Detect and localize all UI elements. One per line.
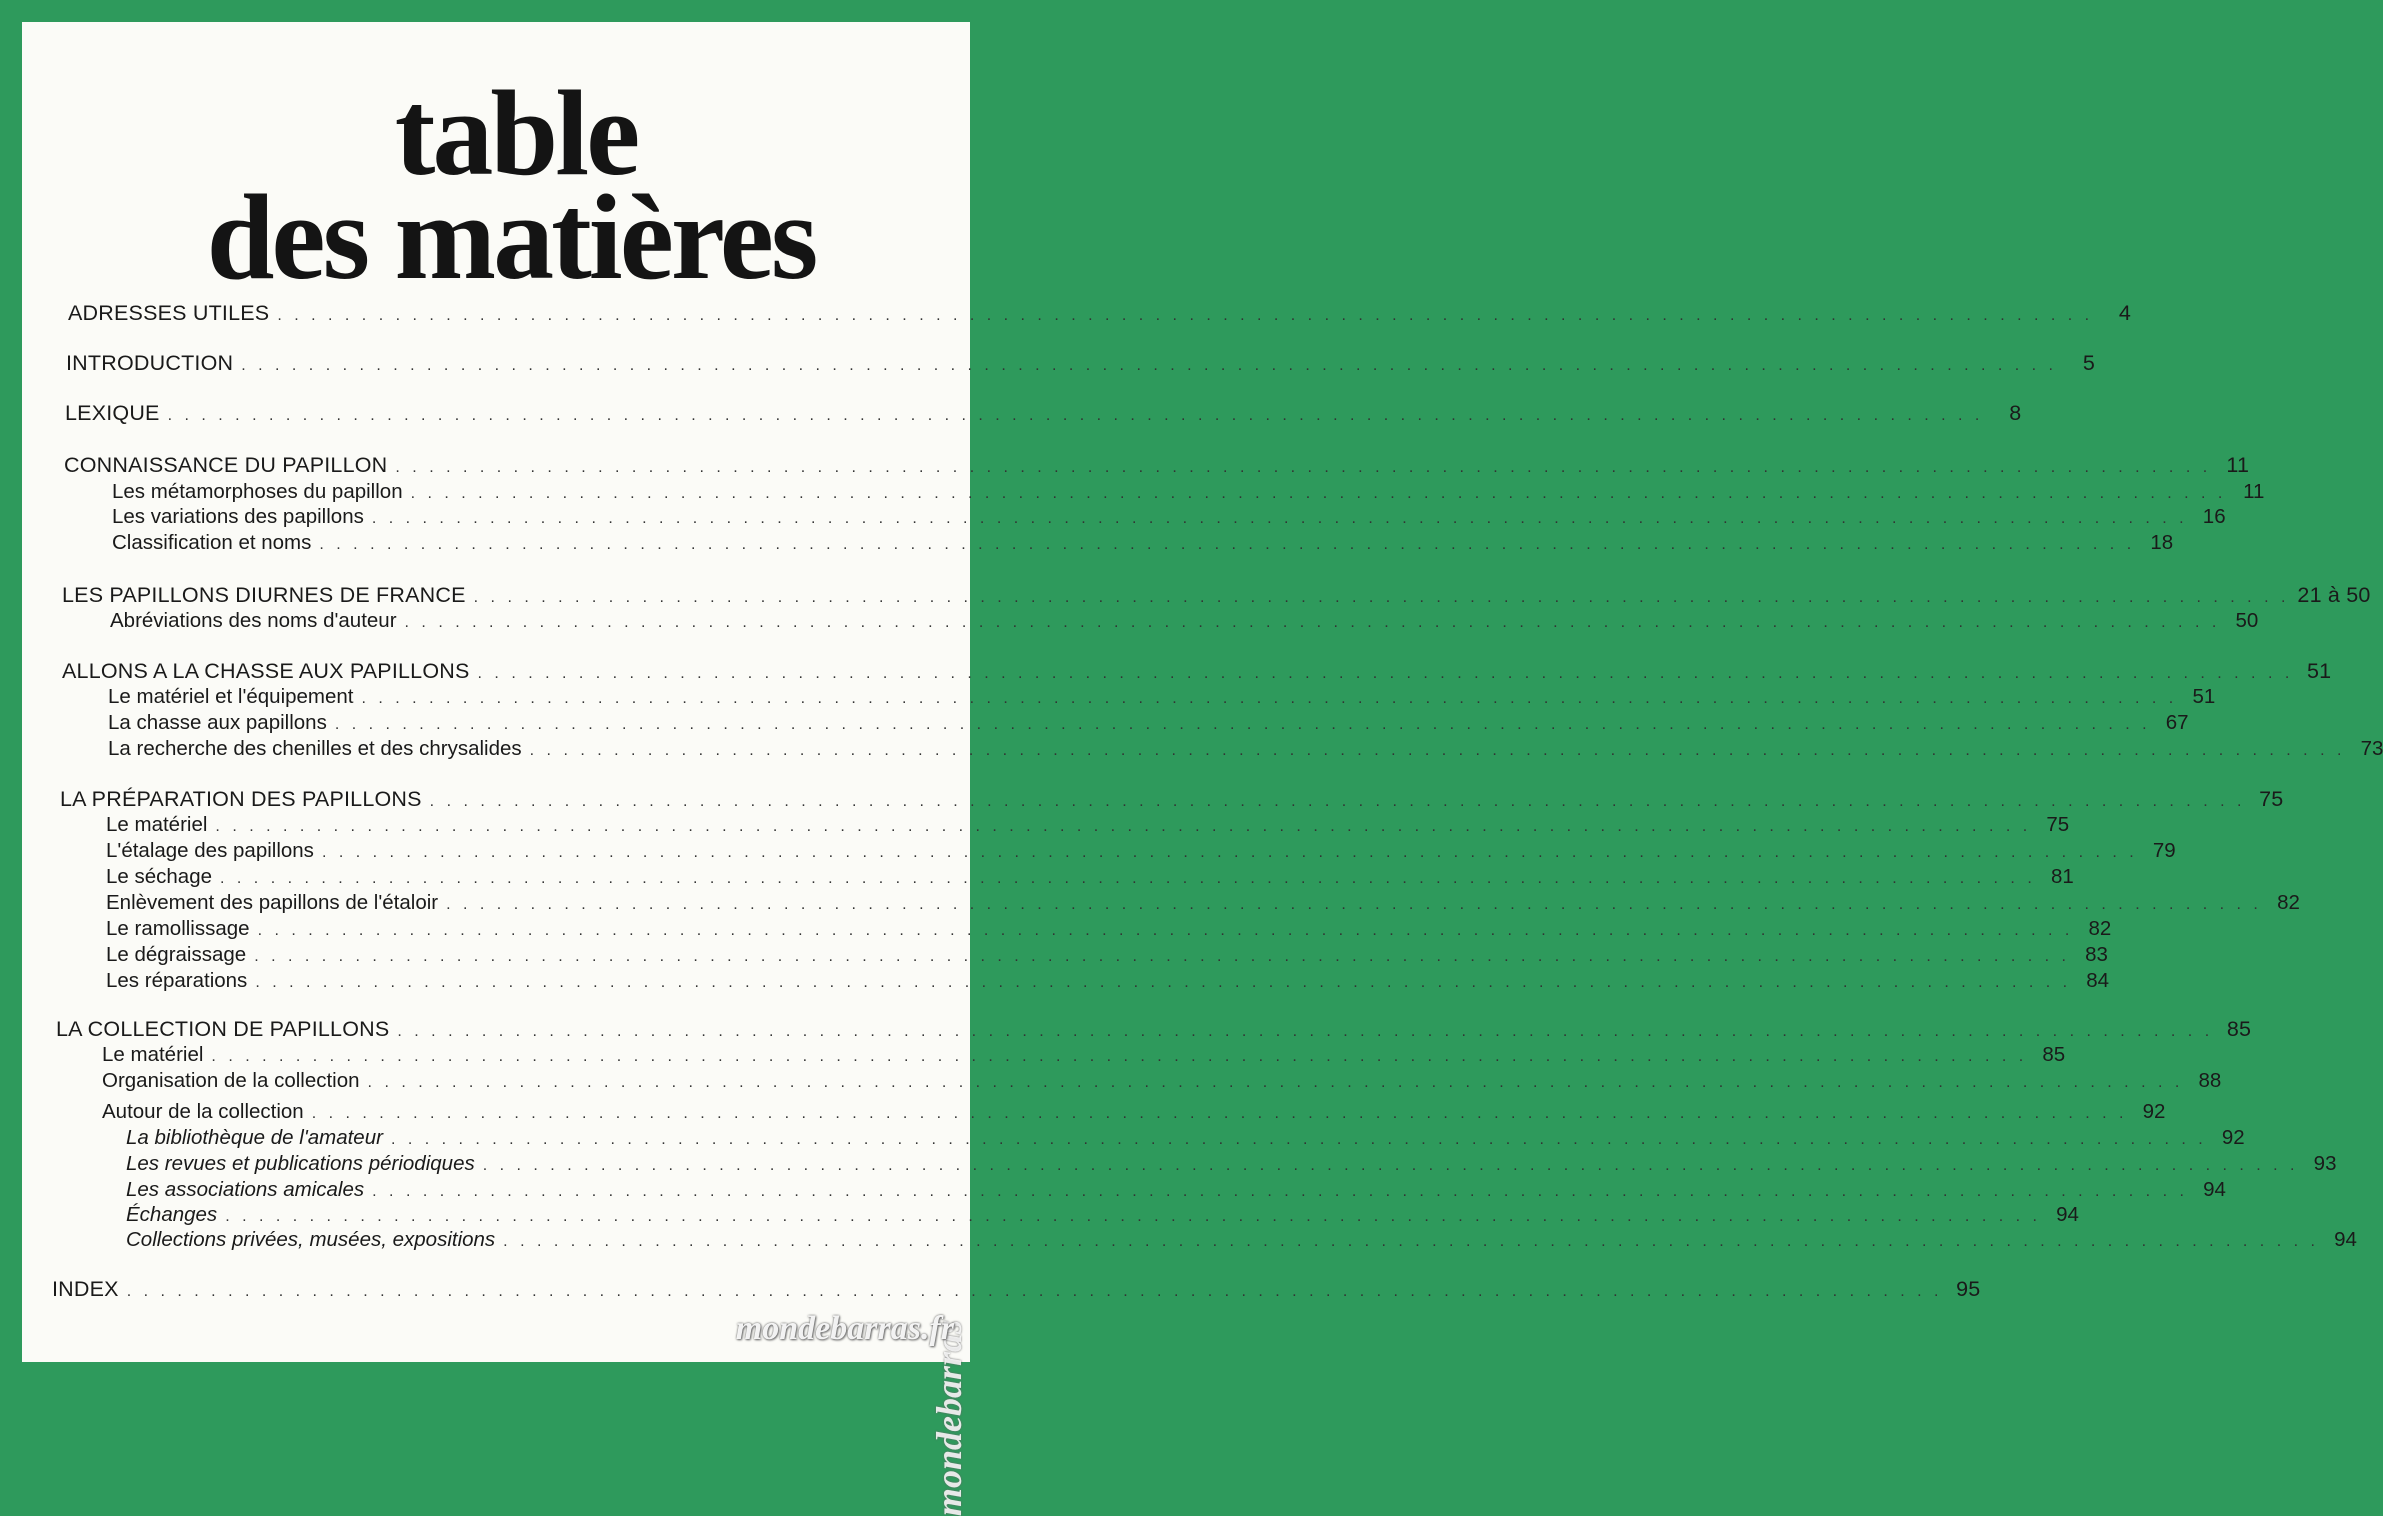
- toc-entry: Le ramollissage . . . 82: [106, 916, 926, 944]
- toc-entry: Collections privées, musées, expositions . . . 94: [126, 1227, 924, 1255]
- toc-entry: Les métamorphoses du papillon . . . 11: [112, 479, 930, 507]
- toc-entry: CONNAISSANCE DU PAPILLON . . . 11: [64, 452, 930, 481]
- toc-entry: LEXIQUE . . . 8: [65, 400, 930, 429]
- table-of-contents: [22, 22, 2383, 1362]
- toc-entry: Le dégraissage . . . 83: [106, 942, 926, 970]
- book-page: [22, 22, 2383, 1516]
- toc-entry: INDEX . . . 95: [52, 1276, 920, 1305]
- toc-entry: Autour de la collection . . . 92: [102, 1099, 924, 1127]
- toc-entry: Organisation de la collection . . . 88: [102, 1068, 924, 1096]
- toc-entry: Les réparations . . . 84: [106, 968, 926, 996]
- toc-entry: Les associations amicales . . . 94: [126, 1177, 924, 1205]
- toc-entry: LA PRÉPARATION DES PAPILLONS . . . 75: [60, 786, 926, 815]
- toc-entry: ALLONS A LA CHASSE AUX PAPILLONS . . . 51: [62, 658, 928, 687]
- toc-entry: La chasse aux papillons . . . 67: [108, 710, 928, 738]
- toc-entry: INTRODUCTION . . . 5: [66, 350, 930, 379]
- toc-entry: Le matériel . . . 75: [106, 812, 926, 840]
- title-line-2: des matières: [206, 170, 816, 305]
- title-line-1: table: [394, 66, 638, 201]
- toc-entry: L'étalage des papillons . . . 79: [106, 838, 926, 866]
- toc-entry: Le matériel . . . 85: [102, 1042, 924, 1070]
- watermark-vertical: mondebarras: [929, 1320, 969, 1516]
- toc-entry: Les revues et publications périodiques . . . 93: [126, 1151, 924, 1179]
- toc-entry: LES PAPILLONS DIURNES DE FRANCE . . . 21 à 50: [62, 582, 930, 611]
- toc-entry: Classification et noms . . . 18: [112, 530, 930, 558]
- toc-entry: Le matériel et l'équipement . . . 51: [108, 684, 928, 712]
- toc-entry: La recherche des chenilles et des chrysalides . . . 73: [108, 736, 928, 764]
- toc-entry: Enlèvement des papillons de l'étaloir . . . 82: [106, 890, 926, 918]
- watermark: mondebarras.fr: [735, 1310, 954, 1347]
- toc-entry: Le séchage . . . 81: [106, 864, 926, 892]
- toc-entry: Échanges . . . 94: [126, 1202, 924, 1230]
- toc-entry: La bibliothèque de l'amateur . . . 92: [126, 1125, 924, 1153]
- toc-entry: Les variations des papillons . . . 16: [112, 504, 930, 532]
- toc-entry: ADRESSES UTILES . . . 4: [68, 300, 930, 329]
- toc-entry: LA COLLECTION DE PAPILLONS . . . 85: [56, 1016, 924, 1045]
- toc-entry: Abréviations des noms d'auteur . . . 50: [110, 608, 930, 636]
